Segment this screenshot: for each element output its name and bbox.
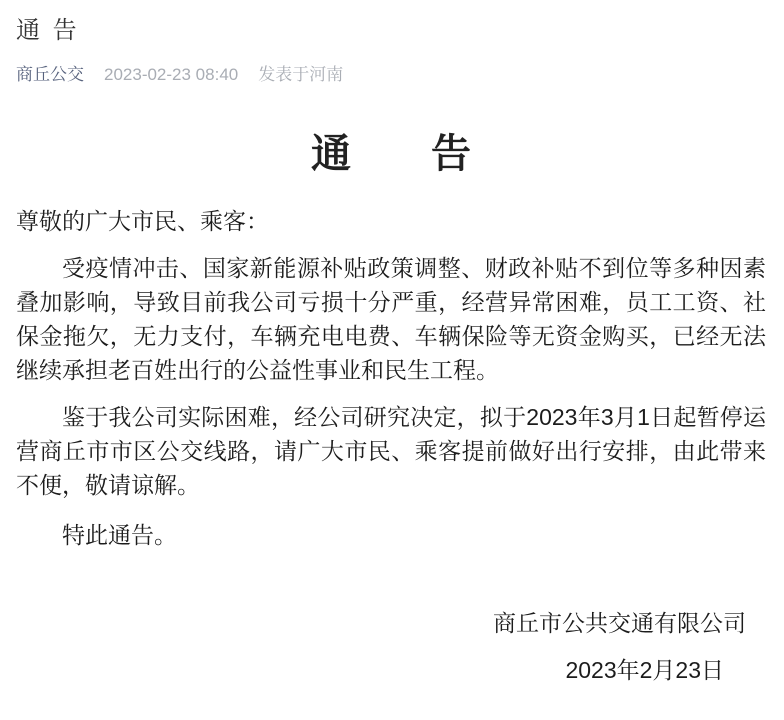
account-name-link[interactable]: 商丘公交	[16, 65, 84, 84]
publish-timestamp: 2023-02-23 08:40	[104, 65, 239, 84]
notice-content	[16, 130, 766, 687]
notice-salutation: 尊敬的广大市民、乘客：	[16, 208, 269, 234]
notice-paragraph: 鉴于我公司实际困难，经公司研究决定，拟于2023年3月1日起暂停运营商丘市市区公交线路，请广大市民、乘客提前做好出行安排，由此带来不便，敬请谅解。	[16, 404, 766, 498]
publish-location: 发表于河南	[258, 65, 344, 84]
notice-heading: 通 告	[311, 131, 471, 176]
article-title: 通 告	[16, 17, 80, 44]
signature-company: 商丘市公共交通有限公司	[493, 610, 746, 636]
signature-block	[16, 606, 766, 687]
notice-paragraph: 受疫情冲击、国家新能源补贴政策调整、财政补贴不到位等多种因素叠加影响，导致目前我公司亏损十分严重，经营异常困难，员工工资、社保金拖欠，无力支付，车辆充电电费、车辆保险等无资金购买，已经无法继续承担老百姓出行的公益性事业和民生工程。	[16, 255, 766, 383]
article-byline	[16, 64, 766, 86]
signature-date: 2023年2月23日	[565, 657, 724, 683]
notice-closing: 特此通告。	[62, 522, 177, 548]
